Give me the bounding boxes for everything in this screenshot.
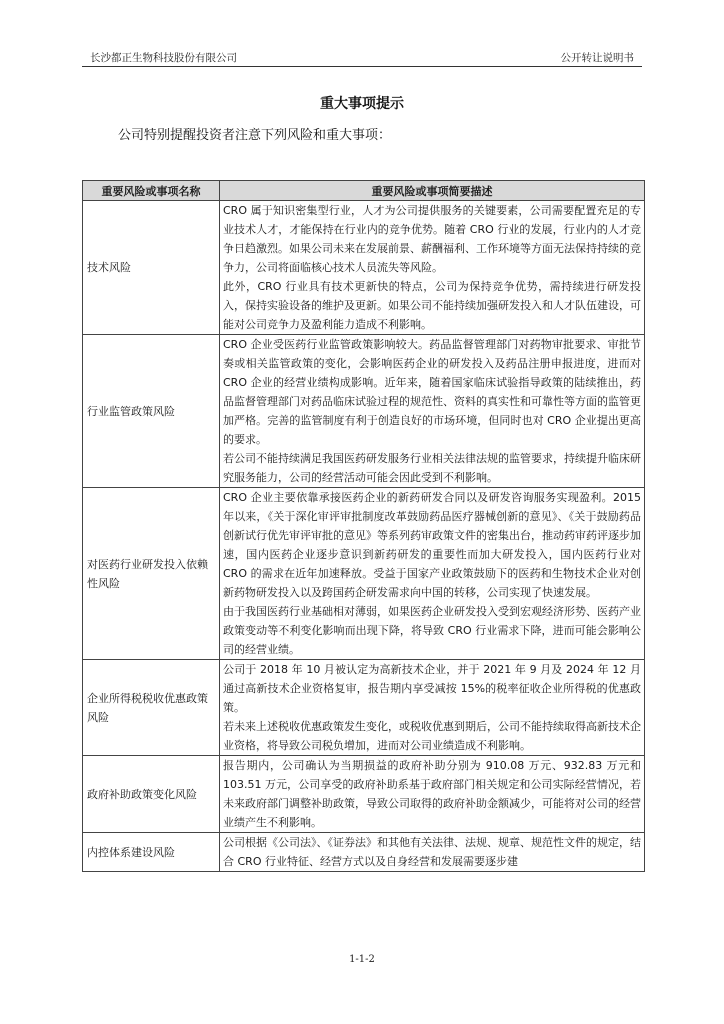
risk-paragraph: 若公司不能持续满足我国医药研发服务行业相关法律法规的监管要求，持续提升临床研究服务能力，公司的经营活动可能会因此受到不利影响。	[223, 452, 641, 484]
risk-paragraph: 此外，CRO 行业具有技术更新快的特点，公司为保持竞争优势，需持续进行研发投入，保持实验设备的维护及更新。如果公司不能持续加强研发投入和人才队伍建设，可能对公司竞争力及盈利能力造成不利影响。	[223, 280, 641, 331]
risk-name: 企业所得税税收优惠政策风险	[83, 660, 220, 756]
risk-paragraph: 公司根据《公司法》、《证券法》和其他有关法律、法规、规章、规范性文件的规定，结合 CRO 行业特征、经营方式以及自身经营和发展需要逐步建	[223, 836, 641, 868]
risk-name: 行业监管政策风险	[83, 335, 220, 488]
risk-paragraph: CRO 企业受医药行业监管政策影响较大。药品监督管理部门对药物审批要求、审批节奏或相关监管政策的变化，会影响医药企业的研发投入及药品注册申报进度，进而对 CRO 企业的经营业绩构成影响。近年来，随着国家临床试验指导政策的陆续推出，药品监督管理部门对药品临床试验过程的规范性、资料的真实性和可靠性等方面的监管更加严格。完善的监管制度有利于创造良好的市场环境，但同时也对 CRO 企业提出更高的要求。	[223, 338, 641, 446]
risk-name: 政府补助政策变化风险	[83, 756, 220, 833]
header-doc-type: 公开转让说明书	[560, 52, 634, 64]
risk-paragraph: CRO 企业主要依靠承接医药企业的新药研发合同以及研发咨询服务实现盈利。2015 年以来，《关于深化审评审批制度改革鼓励药品医疗器械创新的意见》、《关于鼓励药品创新试行优先审评审批的意见》等系列药审政策文件的密集出台，推动药审药评逐步加速，国内医药企业逐步意识到新药研发的重要性而加大研发投入，国内医药行业对 CRO 的需求在近年加速释放。受益于国家产业政策鼓励下的医药和生物技术企业对创新药物研发投入以及跨国药企研发需求向中国的转移，公司实现了快速发展。	[223, 491, 641, 599]
risk-description	[220, 833, 645, 872]
risk-paragraph: CRO 属于知识密集型行业，人才为公司提供服务的关键要素，公司需要配置充足的专业技术人才，才能保持在行业内的竞争优势。随着 CRO 行业的发展，行业内的人才竞争日趋激烈。如果公司未来在发展前景、薪酬福利、工作环境等方面无法保持持续的竞争力，公司将面临核心技术人员流失等风险。	[223, 204, 641, 274]
risk-paragraph: 若未来上述税收优惠政策发生变化，或税收优惠到期后，公司不能持续取得高新技术企业资格，将导致公司税负增加，进而对公司业绩造成不利影响。	[223, 720, 641, 752]
table-header-row	[83, 181, 645, 201]
table-row	[83, 756, 645, 833]
table-row	[83, 201, 645, 335]
page-number: 1-1-2	[349, 954, 375, 965]
column-header-desc: 重要风险或事项简要描述	[220, 181, 645, 201]
risk-paragraph: 报告期内，公司确认为当期损益的政府补助分别为 910.08 万元、932.83 万元和 103.51 万元，公司享受的政府补助系基于政府部门相关规定和公司实际经营情况，若未来政府部门调整补助政策，导致公司取得的政府补助金额减少，可能将对公司的经营业绩产生不利影响。	[223, 759, 641, 829]
risk-description	[220, 488, 645, 660]
header-divider	[82, 66, 642, 67]
risk-paragraph: 公司于 2018 年 10 月被认定为高新技术企业，并于 2021 年 9 月及 2024 年 12 月通过高新技术企业资格复审，报告期内享受减按 15%的税率征收企业所得税的优惠政策。	[223, 663, 641, 714]
table-row	[83, 660, 645, 756]
risk-paragraph: 由于我国医药行业基础相对薄弱，如果医药企业研发投入受到宏观经济形势、医药产业政策变动等不利变化影响而出现下降，将导致 CRO 行业需求下降，进而可能会影响公司的经营业绩。	[223, 605, 641, 656]
risk-table	[82, 180, 645, 872]
header-company: 长沙都正生物科技股份有限公司	[90, 52, 237, 64]
risk-name: 内控体系建设风险	[83, 833, 220, 872]
risk-description	[220, 756, 645, 833]
intro-paragraph: 公司特别提醒投资者注意下列风险和重大事项：	[118, 128, 392, 143]
table-row	[83, 335, 645, 488]
risk-description	[220, 335, 645, 488]
table-row	[83, 488, 645, 660]
table-row	[83, 833, 645, 872]
page-title: 重大事项提示	[320, 96, 404, 112]
risk-description	[220, 201, 645, 335]
risk-name: 技术风险	[83, 201, 220, 335]
risk-description	[220, 660, 645, 756]
column-header-name: 重要风险或事项名称	[83, 181, 220, 201]
risk-name: 对医药行业研发投入依赖性风险	[83, 488, 220, 660]
